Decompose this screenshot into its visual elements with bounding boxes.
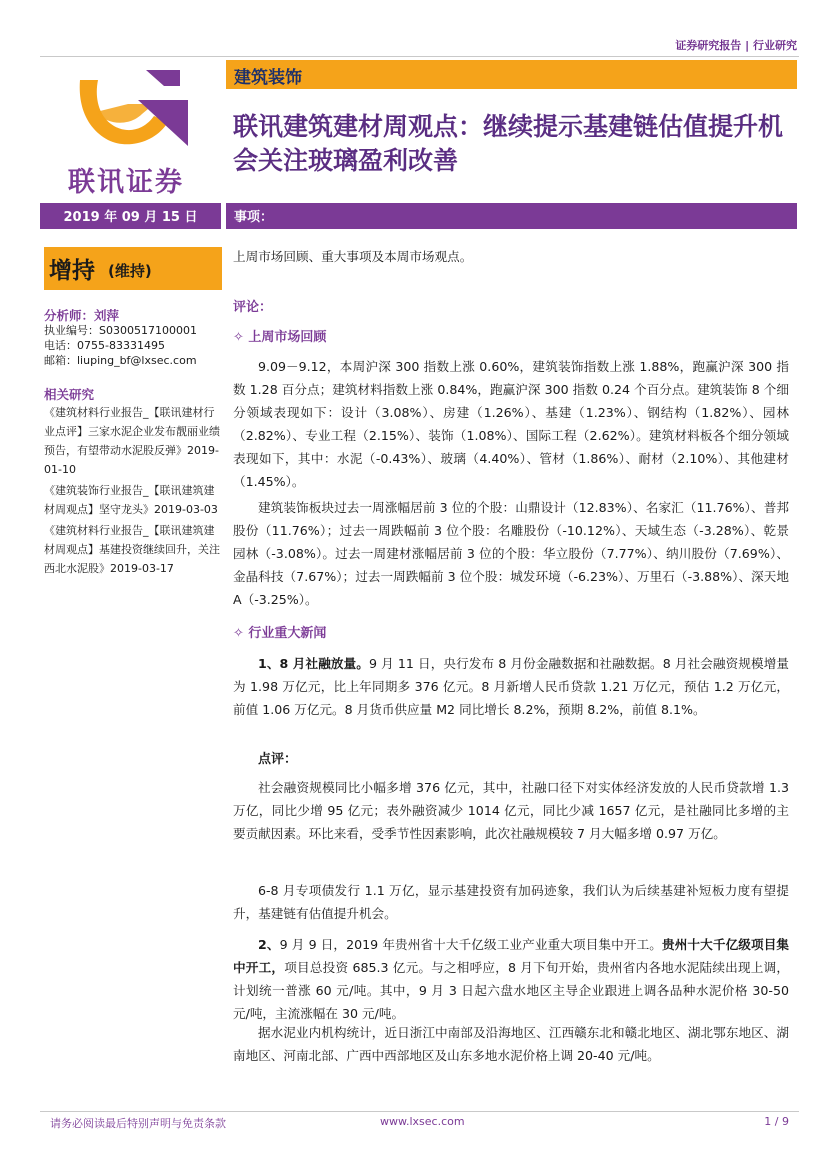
logo-mark-icon xyxy=(68,60,208,160)
analyst-heading: 分析师：刘萍 xyxy=(44,308,120,323)
logo-text: 联讯证券 xyxy=(68,167,184,198)
rating: 增持 xyxy=(49,258,95,284)
company-logo xyxy=(68,60,208,198)
sector-label: 建筑装饰 xyxy=(234,68,302,88)
related-list xyxy=(44,403,224,578)
sector-bar xyxy=(226,60,797,89)
related-item[interactable]: 《建筑材料行业报告_【联讯建材行业点评】三家水泥企业发布靓丽业绩预告，有望带动水泥股反弹》2019-01-10 xyxy=(44,406,220,476)
paragraph-stock-movers: 建筑装饰板块过去一周涨幅居前 3 位的个股：山鼎设计（12.83%）、名家汇（11.76%）、普邦股份（11.76%）；过去一周跌幅前 3 位个股：名雕股份（-10.12%）、天域生态（-3.28%）、乾景园林（-3.08%）。过去一周建材涨幅居前 3 位的个股：华立股份（7.77%）、纳川股份（7.69%）、金晶科技（7.67%）；过去一周跌幅前 3 位个股：城发环境（-6.23%）、万里石（-3.88%）、深天地 A（-3.25%）。 xyxy=(233,500,789,607)
news-2-body-a: 9 月 9 日，2019 年贵州省十大千亿级工业产业重大项目集中开工。 xyxy=(279,937,662,952)
news-2-number: 2、 xyxy=(258,937,280,952)
footer-disclaimer[interactable]: 请务必阅读最后特别声明与免责条款 xyxy=(50,1117,226,1130)
paragraph-cement-prices: 据水泥业内机构统计，近日浙江中南部及沿海地区、江西赣东北和赣北地区、湖北鄂东地区、湖南地区、河南北部、广西中西部地区及山东多地水泥价格上调 20-40 元/吨。 xyxy=(233,1025,789,1063)
event-bar xyxy=(226,203,797,229)
related-heading: 相关研究 xyxy=(44,387,95,402)
section-heading-news: ✧ 行业重大新闻 xyxy=(233,626,327,641)
comment-label: 评论： xyxy=(233,300,273,315)
news-2-body-b: 项目总投资 685.3 亿元。与之相呼应，8 月下旬开始，贵州省内各地水泥陆续出现上调，计划统一普涨 60 元/吨。其中，9 月 3 日起六盘水地区主导企业跟进上调各品种水泥价格 30-50 元/吨，主流涨幅在 30 元/吨。 xyxy=(233,960,790,1021)
paragraph-market-review: 9.09－9.12，本周沪深 300 指数上涨 0.60%，建筑装饰指数上涨 1.88%，跑赢沪深 300 指数 1.28 百分点；建筑材料指数上涨 0.84%，跑赢沪深 300 指数 0.24 个百分点。建筑装饰 8 个细分领域表现如下：设计（3.08%）、房建（1.26%）、基建（1.23%）、钢结构（1.82%）、园林（2.82%）、专业工程（2.15%）、装饰（1.08%）、国际工程（2.62%）。建筑材料板各个细分领域表现如下，其中：水泥（-0.43%）、玻璃（4.40%）、管材（1.86%）、耐材（2.10%）、其他建材（1.45%）。 xyxy=(233,359,789,489)
rating-note: (维持) xyxy=(108,262,152,280)
doc-type-label: 证券研究报告 | 行业研究 xyxy=(675,39,797,52)
news-item-2 xyxy=(233,933,789,1025)
paragraph-social-financing: 社会融资规模同比小幅多增 376 亿元，其中，社融口径下对实体经济发放的人民币贷款增 1.3 万亿，同比少增 95 亿元；表外融资减少 1014 亿元，同比少减 1657 亿元，是社融同比多增的主要贡献因素。环比来看，受季节性因素影响，此次社融规模较 7 月大幅多增 0.97 万亿。 xyxy=(233,780,789,841)
analyst-license: 执业编号：S0300517100001 xyxy=(44,324,197,337)
section-heading-market: ✧ 上周市场回顾 xyxy=(233,330,327,345)
news-1-lead: 1、8 月社融放量。 xyxy=(258,656,369,671)
news-1-body: 9 月 11 日，央行发布 8 月份金融数据和社融数据。8 月社会融资规模增量为 1.98 万亿元，比上年同期多 376 亿元。8 月新增人民币贷款 1.21 万亿元，预估 1.2 万亿元，前值 1.06 万亿元。8 月货币供应量 M2 同比增长 8.2%，预期 8.2%，前值 8.1%。 xyxy=(233,656,789,717)
analyst-phone: 电话：0755-83331495 xyxy=(44,339,165,352)
report-title: 联讯建筑建材周观点：继续提示基建链估值提升机会关注玻璃盈利改善 xyxy=(233,112,784,175)
news-2-highlight: 贵州十大千亿级项目集中开工， xyxy=(233,937,790,975)
page-number: 1 / 9 xyxy=(764,1115,789,1128)
analyst-email[interactable]: 邮箱：liuping_bf@lxsec.com xyxy=(44,354,197,367)
comment-subheading: 点评： xyxy=(258,752,298,767)
footer-url[interactable]: www.lxsec.com xyxy=(380,1115,465,1128)
paragraph-special-bonds: 6-8 月专项债发行 1.1 万亿，显示基建投资有加码迹象，我们认为后续基建补短板力度有望提升，基建链有估值提升机会。 xyxy=(233,883,789,921)
news-item-1 xyxy=(233,652,789,721)
event-label: 事项： xyxy=(234,210,274,225)
report-date: 2019 年 09 月 15 日 xyxy=(63,210,198,225)
header-rule xyxy=(40,56,799,57)
footer-rule xyxy=(40,1111,799,1112)
related-item[interactable]: 《建筑装饰行业报告_【联讯建筑建材周观点】坚守龙头》2019-03-03 xyxy=(44,484,218,516)
related-item[interactable]: 《建筑材料行业报告_【联讯建筑建材周观点】基建投资继续回升，关注西北水泥股》2019-03-17 xyxy=(44,524,220,575)
analyst-info xyxy=(44,323,224,368)
event-text: 上周市场回顾、重大事项及本周市场观点。 xyxy=(233,249,473,264)
